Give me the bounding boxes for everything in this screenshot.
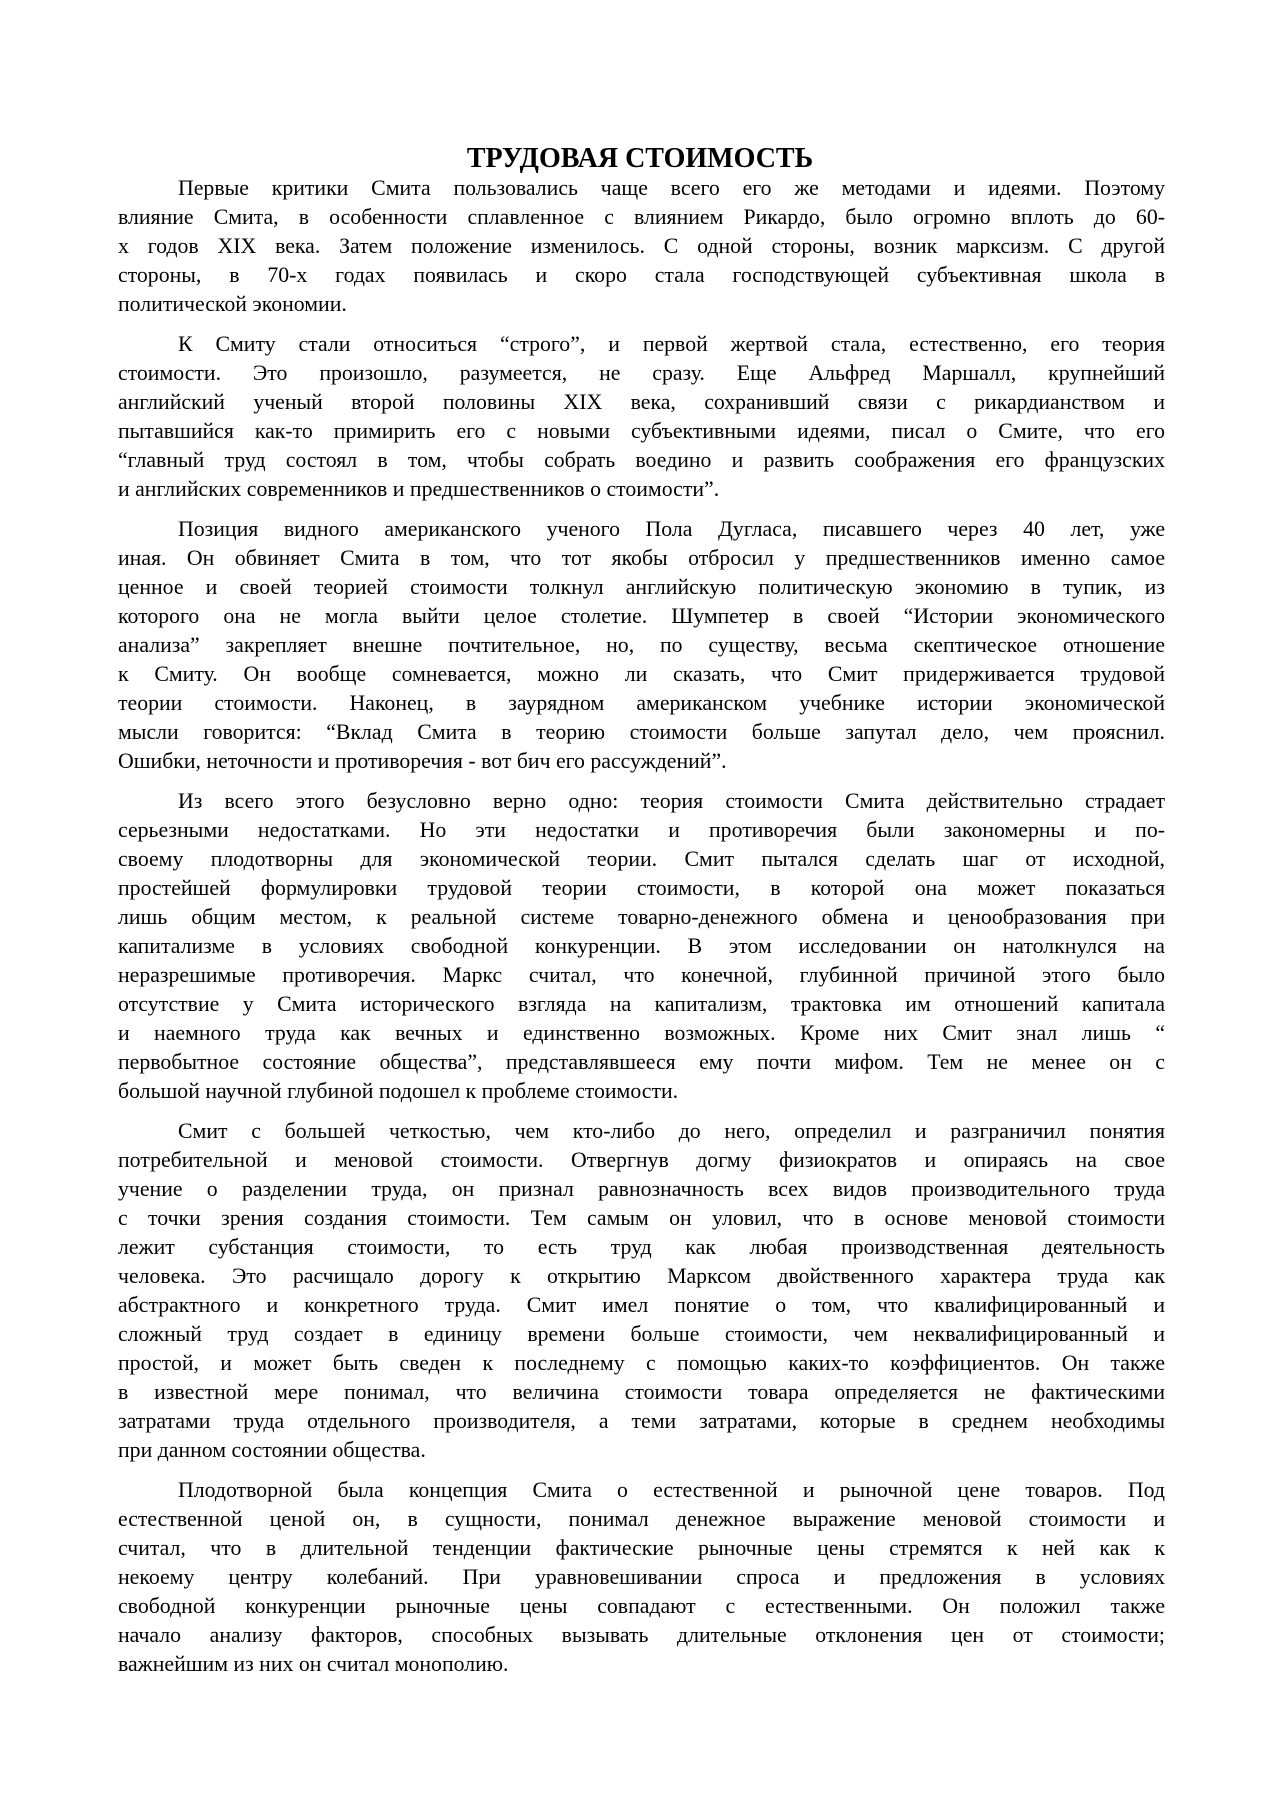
paragraph [118,787,1165,1106]
text-line: считал, что в длительной тенденции фактические рыночные цены стремятся к ней как к [118,1536,1165,1560]
paragraph [118,1476,1165,1679]
text-line: в известной мере понимал, что величина стоимости товара определяется не фактическими [118,1380,1165,1404]
text-line: потребительной и меновой стоимости. Отвергнув догму физиократов и опираясь на свое [118,1148,1165,1172]
text-line: большой научной глубиной подошел к проблеме стоимости. [118,1079,679,1103]
paragraph [118,515,1165,776]
text-line: отсутствие у Смита исторического взгляда на капитализм, трактовка им отношений капитала [118,992,1165,1016]
text-line: серьезными недостатками. Но эти недостатки и противоречия были закономерны и по- [118,818,1165,842]
text-line: Ошибки, неточности и противоречия - вот бич его рассуждений”. [118,749,727,773]
text-line: Из всего этого безусловно верно одно: теория стоимости Смита действительно страдает [178,789,1165,813]
text-line: и английских современников и предшественников о стоимости”. [118,477,720,501]
text-line: некоему центру колебаний. При уравновешивании спроса и предложения в условиях [118,1565,1165,1589]
text-line: важнейшим из них он считал монополию. [118,1652,509,1676]
text-line: свободной конкуренции рыночные цены совпадают с естественными. Он положил также [118,1594,1165,1618]
text-line: начало анализу факторов, способных вызывать длительные отклонения цен от стоимости; [118,1623,1165,1647]
text-line: простой, и может быть сведен к последнему с помощью каких-то коэффициентов. Он также [118,1351,1165,1375]
text-line: которого она не могла выйти целое столетие. Шумпетер в своей “Истории экономического [118,604,1165,628]
text-line: учение о разделении труда, он признал равнозначность всех видов производительного труда [118,1177,1165,1201]
text-line: Первые критики Смита пользовались чаще всего его же методами и идеями. Поэтому [178,176,1165,200]
text-line: Смит с большей четкостью, чем кто-либо до него, определил и разграничил понятия [178,1119,1165,1143]
text-line: абстрактного и конкретного труда. Смит имел понятие о том, что квалифицированный и [118,1293,1165,1317]
text-line: Позиция видного американского ученого Пола Дугласа, писавшего через 40 лет, уже [178,517,1165,541]
text-line: пытавшийся как-то примирить его с новыми субъективными идеями, писал о Смите, что его [118,419,1165,443]
paragraph [118,174,1165,319]
text-line: естественной ценой он, в сущности, понимал денежное выражение меновой стоимости и [118,1507,1165,1531]
text-line: мысли говорится: “Вклад Смита в теорию стоимости больше запутал дело, чем прояснил. [118,720,1165,744]
text-line: своему плодотворны для экономической теории. Смит пытался сделать шаг от исходной, [118,847,1165,871]
text-line: анализа” закрепляет внешне почтительное, но, по существу, весьма скептическое отношение [118,633,1165,657]
text-line: лишь общим местом, к реальной системе товарно-денежного обмена и ценообразования при [118,905,1165,929]
text-line: влияние Смита, в особенности сплавленное с влиянием Рикардо, было огромно вплоть до 60- [118,205,1165,229]
text-line: х годов XIX века. Затем положение изменилось. С одной стороны, возник марксизм. С другой [118,234,1165,258]
text-line: и наемного труда как вечных и единственно возможных. Кроме них Смит знал лишь “ [118,1021,1165,1045]
text-line: теории стоимости. Наконец, в заурядном американском учебнике истории экономической [118,691,1165,715]
paragraph [118,330,1165,504]
text-line: простейшей формулировки трудовой теории стоимости, в которой она может показаться [118,876,1165,900]
text-line: стоимости. Это произошло, разумеется, не сразу. Еще Альфред Маршалл, крупнейший [118,361,1165,385]
text-line: при данном состоянии общества. [118,1438,426,1462]
text-line: первобытное состояние общества”, представлявшееся ему почти мифом. Тем не менее он с [118,1050,1165,1074]
text-line: ценное и своей теорией стоимости толкнул английскую политическую экономию в тупик, из [118,575,1165,599]
document-title: ТРУДОВАЯ СТОИМОСТЬ [466,142,814,174]
text-line: стороны, в 70-х годах появилась и скоро стала господствующей субъективная школа в [118,263,1165,287]
text-line: лежит субстанция стоимости, то есть труд как любая производственная деятельность [118,1235,1165,1259]
text-line: Плодотворной была концепция Смита о естественной и рыночной цене товаров. Под [178,1478,1165,1502]
text-line: К Смиту стали относиться “строго”, и первой жертвой стала, естественно, его теория [178,332,1165,356]
text-line: политической экономии. [118,292,347,316]
text-line: с точки зрения создания стоимости. Тем самым он уловил, что в основе меновой стоимости [118,1206,1165,1230]
document-body [118,174,1165,1690]
text-line: затратами труда отдельного производителя, а теми затратами, которые в среднем необходимы [118,1409,1165,1433]
text-line: капитализме в условиях свободной конкуренции. В этом исследовании он натолкнулся на [118,934,1165,958]
text-line: английский ученый второй половины XIX века, сохранивший связи с рикардианством и [118,390,1165,414]
paragraph [118,1117,1165,1465]
text-line: сложный труд создает в единицу времени больше стоимости, чем неквалифицированный и [118,1322,1165,1346]
text-line: к Смиту. Он вообще сомневается, можно ли сказать, что Смит придерживается трудовой [118,662,1165,686]
text-line: человека. Это расчищало дорогу к открытию Марксом двойственного характера труда как [118,1264,1165,1288]
text-line: “главный труд состоял в том, чтобы собрать воедино и развить соображения его французских [118,448,1165,472]
text-line: неразрешимые противоречия. Маркс считал, что конечной, глубинной причиной этого было [118,963,1165,987]
text-line: иная. Он обвиняет Смита в том, что тот якобы отбросил у предшественников именно самое [118,546,1165,570]
